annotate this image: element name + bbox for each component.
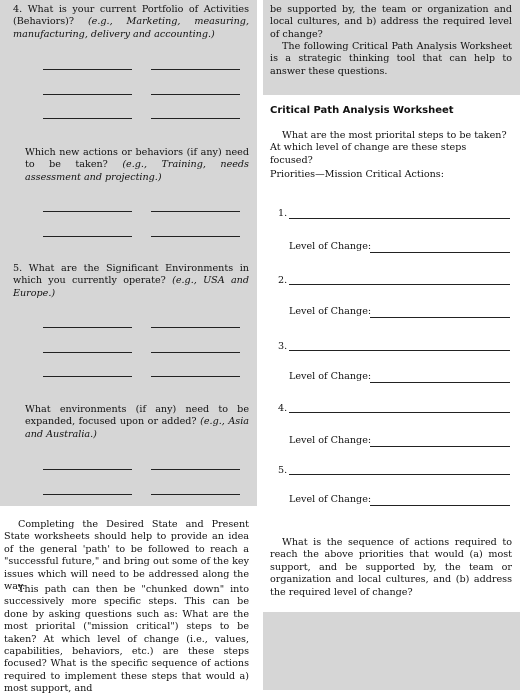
right-top-paragraph-2: The following Critical Path Analysis Worksheet is a strategic thinking tool that can help to answer these questions.: [270, 41, 512, 77]
answer-line[interactable]: [43, 94, 132, 95]
level-of-change-line[interactable]: [370, 382, 510, 383]
priority-number: 5.: [278, 465, 288, 476]
answer-line[interactable]: [151, 327, 240, 328]
answer-line[interactable]: [43, 494, 132, 495]
priority-answer-line[interactable]: [289, 350, 510, 351]
answer-line[interactable]: [43, 327, 132, 328]
answer-line[interactable]: [43, 211, 132, 212]
priority-number: 3.: [278, 341, 288, 352]
priority-answer-line[interactable]: [289, 218, 510, 219]
level-of-change-line[interactable]: [370, 446, 510, 447]
answer-line[interactable]: [151, 469, 240, 470]
priorities-label: Priorities—Mission Critical Actions:: [270, 169, 444, 180]
answer-line[interactable]: [43, 352, 132, 353]
answer-line[interactable]: [43, 69, 132, 70]
right-top-paragraph-1: be supported by, the team or organization and local cultures, and b) address the required level of change?: [270, 4, 512, 40]
answer-line[interactable]: [151, 376, 240, 377]
level-of-change-line[interactable]: [370, 252, 510, 253]
priority-number: 1.: [278, 208, 288, 219]
priority-answer-line[interactable]: [289, 284, 510, 285]
answer-line[interactable]: [151, 69, 240, 70]
answer-line[interactable]: [151, 94, 240, 95]
priority-number: 2.: [278, 275, 288, 286]
question-4: 4. What is your current Portfolio of Activities (Behaviors)? (e.g., Marketing, measuring, manufacturing, delivery and accounting.): [13, 4, 249, 40]
question-4-followup: Which new actions or behaviors (if any) need to be taken? (e.g., Training, needs assessment and projecting.): [25, 147, 249, 183]
answer-line[interactable]: [151, 118, 240, 119]
priority-number: 4.: [278, 403, 288, 414]
level-of-change-label: Level of Change:: [289, 435, 372, 446]
answer-line[interactable]: [151, 494, 240, 495]
answer-line[interactable]: [151, 352, 240, 353]
worksheet-question: What are the most priorital steps to be taken? At which level of change are these steps focused?: [270, 130, 507, 166]
worksheet-title: Critical Path Analysis Worksheet: [270, 105, 454, 116]
question-5: 5. What are the Significant Environments in which you currently operate? (e.g., USA and Europe.): [13, 263, 250, 299]
level-of-change-label: Level of Change:: [289, 306, 372, 317]
right-bottom-shaded-panel: [263, 612, 520, 690]
question-5-followup: What environments (if any) need to be expanded, focused upon or added? (e.g., Asia and Australia.): [25, 404, 250, 440]
priority-answer-line[interactable]: [289, 474, 510, 475]
sequence-question: What is the sequence of actions required to reach the above priorities that would (a) most support, and be supported by, the team or organization and local cultures, and (b) address the required level of change?: [270, 537, 512, 598]
answer-line[interactable]: [43, 118, 132, 119]
body-paragraph-2: This path can then be "chunked down" into successively more specific steps. This can be done by asking questions such as: What are the most priorital ("mission critical") steps to be taken? At which level of change (i.e., values, capabilities, behaviors, etc.) are these steps focused? What is the specific sequence of actions required to implement these steps that would a) most support, and: [4, 584, 249, 695]
body-paragraph-1: Completing the Desired State and Present State worksheets should help to provide an idea of the general 'path' to be followed to reach a "successful future," and bring out some of the key issues which will need to be addressed along the way.: [4, 519, 249, 593]
level-of-change-label: Level of Change:: [289, 241, 372, 252]
level-of-change-line[interactable]: [370, 317, 510, 318]
answer-line[interactable]: [43, 376, 132, 377]
answer-line[interactable]: [151, 211, 240, 212]
answer-line[interactable]: [151, 236, 240, 237]
level-of-change-line[interactable]: [370, 505, 510, 506]
answer-line[interactable]: [43, 236, 132, 237]
answer-line[interactable]: [43, 469, 132, 470]
level-of-change-label: Level of Change:: [289, 371, 372, 382]
priority-answer-line[interactable]: [289, 412, 510, 413]
level-of-change-label: Level of Change:: [289, 494, 372, 505]
